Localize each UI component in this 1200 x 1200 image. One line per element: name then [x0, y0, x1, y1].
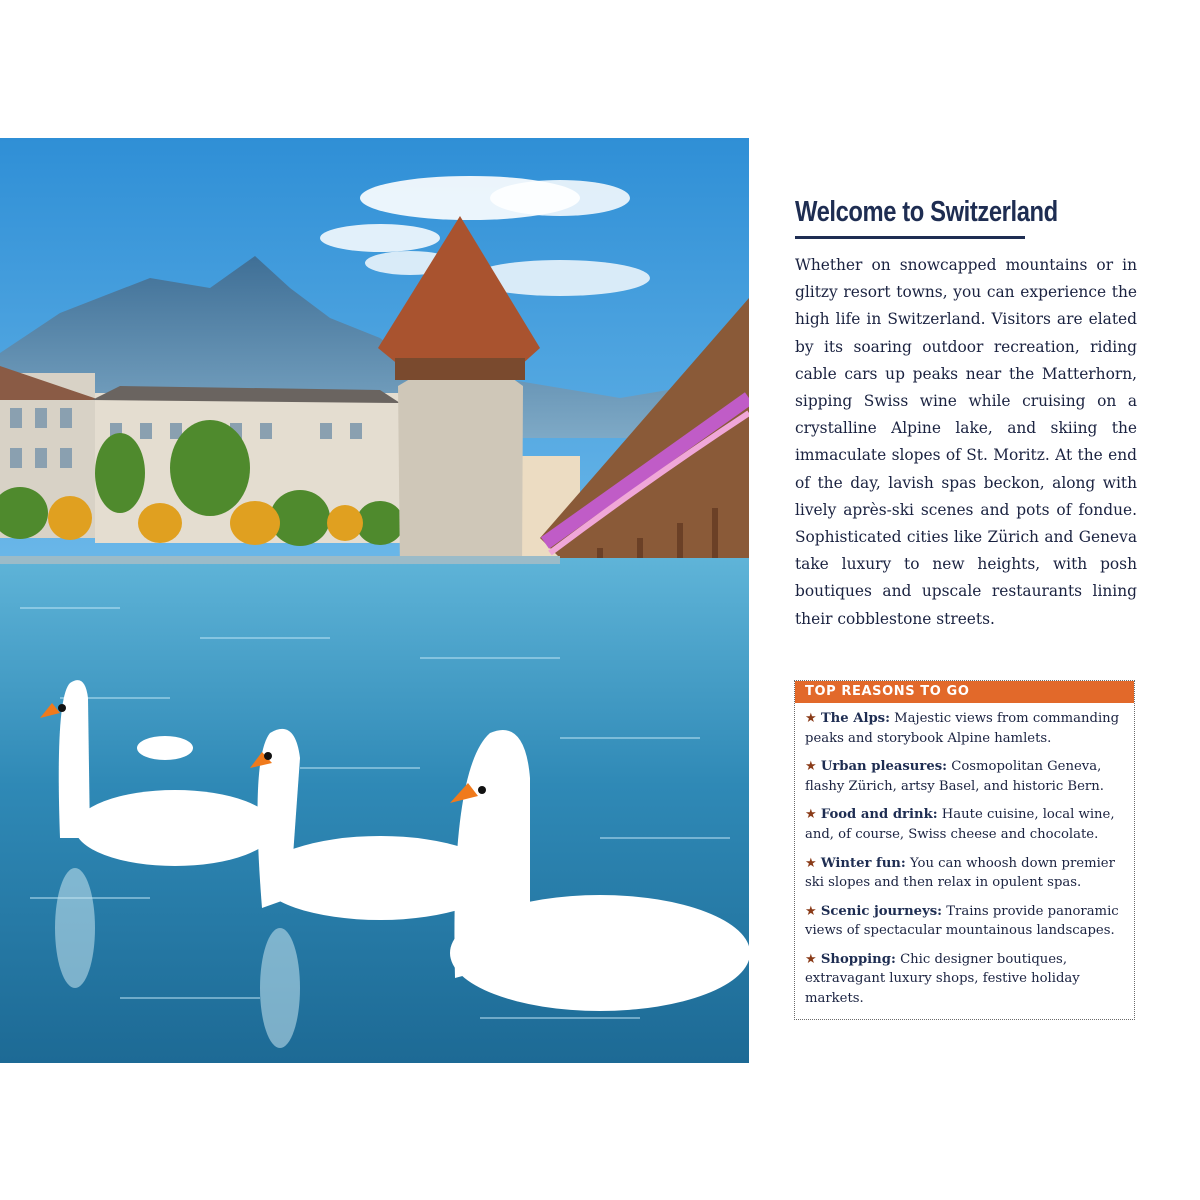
lucerne-swans-photo [0, 138, 749, 1063]
reason-lead: Shopping: [820, 951, 896, 967]
reason-text: You can whoosh down premier ski slopes and then relax in opulent spas. [805, 855, 1115, 891]
title-underline [795, 236, 1025, 239]
reason-text: Cosmopolitan Geneva, flashy Zürich, artsy Basel, and historic Bern. [805, 759, 1104, 794]
reason-lead: Food and drink: [820, 807, 938, 823]
reason-text: Trains provide panoramic views of spectacular mountainous landscapes. [805, 903, 1119, 939]
star-icon: ★ [805, 711, 817, 726]
reason-text: Majestic views from commanding peaks and storybook Alpine hamlets. [805, 711, 1120, 746]
top-reasons-heading: TOP REASONS TO GO [795, 681, 1134, 703]
reason-item [805, 709, 1124, 748]
reason-item [805, 805, 1124, 844]
star-icon: ★ [805, 855, 817, 871]
star-icon: ★ [805, 951, 817, 967]
reason-lead: Urban pleasures: [820, 759, 948, 775]
reason-lead: Scenic journeys: [820, 903, 943, 919]
reason-lead: The Alps: [820, 711, 890, 726]
page-title: Welcome to Switzerland [795, 196, 1058, 228]
reason-item [805, 757, 1124, 796]
reason-item [805, 902, 1124, 941]
reason-item [805, 854, 1124, 893]
intro-paragraph: Whether on snowcapped mountains or in glitzy resort towns, you can experience the high life in Switzerland. Visitors are elated by its soaring outdoor recreation, riding cable cars up peaks near the Matterhorn, sipping Swiss wine while cruising on a crystalline Alpine lake, and skiing the immaculate slopes of St. Moritz. At the end of the day, lavish spas beckon, along with lively après-ski scenes and pots of fondue. Sophisticated cities like Zürich and Geneva take luxury to new heights, with posh boutiques and upscale restaurants lining their cobblestone streets. [795, 256, 1137, 628]
top-reasons-box [794, 680, 1135, 1020]
reason-lead: Winter fun: [820, 855, 906, 871]
star-icon: ★ [805, 903, 817, 919]
reason-text: Haute cuisine, local wine, and, of course, Swiss cheese and chocolate. [805, 807, 1115, 842]
star-icon: ★ [805, 807, 817, 823]
star-icon: ★ [805, 759, 817, 775]
reason-item [805, 950, 1124, 1009]
reason-text: Chic designer boutiques, extravagant luxury shops, festive holiday markets. [805, 951, 1080, 1006]
reasons-list [795, 703, 1134, 1008]
